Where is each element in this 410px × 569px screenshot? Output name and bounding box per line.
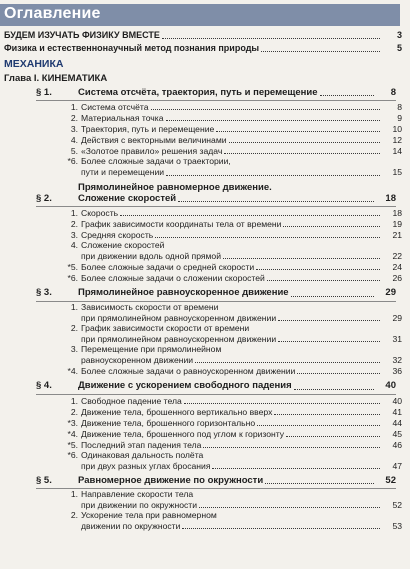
entry-label: Прямолинейное равноускоренное движение	[78, 287, 289, 299]
dot-leader	[294, 381, 374, 390]
item-number: *6.	[67, 449, 78, 460]
entry-label: «Золотое правило» решения задач	[81, 146, 223, 157]
dot-leader	[224, 145, 380, 154]
part-title: МЕХАНИКА	[4, 58, 64, 70]
entry-label: Средняя скорость	[81, 230, 154, 241]
toc-row	[66, 428, 402, 439]
entry-label: Физика и естественнонаучный метод познания природы	[4, 43, 260, 54]
toc-row	[66, 167, 402, 178]
dot-leader	[182, 520, 380, 529]
dot-leader	[199, 499, 380, 508]
entry-label: БУДЕМ ИЗУЧАТЬ ФИЗИКУ ВМЕСТЕ	[4, 30, 160, 41]
toc-row-continued	[66, 240, 402, 250]
toc-row-continued	[66, 323, 402, 333]
entry-label: Материальная точка	[81, 113, 164, 124]
dot-leader	[257, 417, 380, 426]
page-number: 40	[392, 395, 402, 406]
toc-row	[78, 287, 396, 298]
page-number: 36	[392, 366, 402, 377]
dot-leader	[229, 134, 380, 143]
entry-label: Движение с ускорением свободного падения	[78, 380, 292, 392]
toc-row-continued	[78, 182, 396, 193]
item-number: 1.	[70, 489, 78, 500]
entry-label: Сложение скоростей	[78, 192, 177, 204]
toc-row	[66, 333, 402, 344]
section-title	[78, 87, 396, 98]
section-title	[78, 380, 396, 391]
item-number: *6.	[67, 273, 78, 284]
page-number: 45	[392, 428, 402, 439]
item-number: 1.	[70, 102, 78, 113]
page-number: 12	[392, 135, 402, 146]
page-number: 31	[392, 333, 402, 344]
toc-row-continued	[66, 302, 402, 312]
item-number: 1.	[70, 208, 78, 219]
entry-label: Прямолинейное равномерное движение.	[78, 181, 272, 193]
section-heading	[36, 287, 396, 298]
entry-label: Движение тела, брошенного под углом к горизонту	[81, 428, 285, 439]
page-number: 18	[392, 208, 402, 219]
toc-row	[78, 87, 396, 98]
page-number: 15	[392, 167, 402, 178]
section-number: § 4.	[36, 380, 52, 392]
item-number: *4.	[67, 366, 78, 377]
entry-label: Последний этап падения тела	[81, 439, 202, 450]
section-title	[78, 475, 396, 486]
page-number: 22	[392, 251, 402, 262]
dot-leader	[155, 229, 380, 238]
top-entries	[4, 30, 402, 54]
section-number: § 2.	[36, 192, 52, 204]
section-gap	[4, 531, 402, 534]
page-number: 18	[385, 192, 396, 204]
entry-label: при движении по окружности	[81, 500, 198, 511]
dot-leader	[278, 333, 380, 342]
page-number: 8	[390, 86, 396, 98]
chapter-label: Глава I. КИНЕМАТИКА	[4, 72, 108, 84]
item-number: 3.	[70, 124, 78, 135]
item-number: 1.	[70, 395, 78, 406]
page-number: 19	[392, 219, 402, 230]
toc-row	[4, 30, 402, 41]
dot-leader	[261, 43, 380, 52]
toc-row-continued	[66, 450, 402, 460]
page-number: 14	[392, 146, 402, 157]
entry-label: Ускорение тела при равномерном	[81, 510, 217, 521]
dot-leader	[291, 288, 374, 297]
entry-label: График зависимости координаты тела от времени	[81, 219, 282, 230]
dot-leader	[320, 87, 374, 96]
dot-leader	[151, 101, 380, 110]
section-title	[78, 287, 396, 298]
toc-row	[66, 365, 402, 376]
section-entry	[36, 181, 396, 208]
dot-leader	[286, 428, 380, 437]
page-number: 21	[392, 230, 402, 241]
toc-row	[66, 354, 402, 365]
dot-leader	[203, 439, 380, 448]
item-number: 3.	[70, 344, 78, 355]
section-entry	[36, 86, 396, 101]
dot-leader	[267, 272, 380, 281]
entry-label: Одинаковая дальность полёта	[81, 449, 204, 460]
toc-row	[66, 417, 402, 428]
toc-row-continued	[66, 489, 402, 499]
page-number: 26	[392, 273, 402, 284]
entry-label: Скорость	[81, 208, 119, 219]
entry-label: при движении вдоль одной прямой	[81, 251, 222, 262]
dot-leader	[278, 312, 380, 321]
toc-row	[66, 250, 402, 261]
toc-row	[66, 145, 402, 156]
dot-leader	[274, 406, 380, 415]
dot-leader	[184, 395, 380, 404]
dot-leader	[162, 30, 380, 39]
entry-label: при двух разных углах бросания	[81, 460, 211, 471]
section-number: § 1.	[36, 86, 52, 98]
toc-row	[66, 218, 402, 229]
section-items	[66, 101, 402, 177]
item-number: 2.	[70, 322, 78, 333]
section-items	[66, 302, 402, 376]
item-number: 3.	[70, 230, 78, 241]
page-number: 29	[392, 312, 402, 323]
toc-row	[66, 261, 402, 272]
toc-row-continued	[66, 510, 402, 520]
entry-label: Более сложные задачи о траектории,	[81, 156, 231, 167]
dot-leader	[216, 123, 380, 132]
toc-row	[66, 406, 402, 417]
section-items	[66, 207, 402, 283]
section-items	[66, 489, 402, 531]
toc-row	[66, 439, 402, 450]
dot-leader	[166, 112, 380, 121]
toc-row-continued	[66, 156, 402, 166]
page-number: 32	[392, 355, 402, 366]
dot-leader	[265, 475, 374, 484]
entry-label: Действия с векторными величинами	[81, 135, 227, 146]
table-of-contents	[4, 30, 402, 534]
toc-row	[66, 312, 402, 323]
entry-label: при прямолинейном равноускоренном движении	[81, 312, 277, 323]
section-items	[66, 395, 402, 471]
item-number: 5.	[70, 146, 78, 157]
section-heading	[36, 87, 396, 98]
section-number: § 5.	[36, 474, 52, 486]
item-number: 4.	[70, 240, 78, 251]
toc-row	[78, 193, 396, 204]
page-number: 47	[392, 460, 402, 471]
dot-leader	[212, 460, 380, 469]
entry-label: Свободное падение тела	[81, 395, 182, 406]
section-heading	[36, 475, 396, 486]
item-number: *6.	[67, 156, 78, 167]
entry-label: Равномерное движение по окружности	[78, 474, 264, 486]
page-number: 41	[392, 406, 402, 417]
entry-label: Более сложные задачи о равноускоренном движении	[81, 366, 296, 377]
entry-label: пути и перемещении	[81, 167, 165, 178]
entry-label: равноускоренном движении	[81, 355, 194, 366]
toc-row	[66, 499, 402, 510]
section-heading	[36, 182, 396, 205]
toc-row	[66, 395, 402, 406]
entry-label: при прямолинейном равноускоренном движении	[81, 333, 277, 344]
dot-leader	[178, 193, 374, 202]
item-number: *5.	[67, 439, 78, 450]
page-number: 52	[392, 500, 402, 511]
entry-label: Перемещение при прямолинейном	[81, 344, 222, 355]
page-number: 24	[392, 262, 402, 273]
entry-label: Более сложные задачи о сложении скоростей	[81, 273, 265, 284]
item-number: 2.	[70, 406, 78, 417]
toc-row	[66, 101, 402, 112]
page-title: Оглавление	[4, 5, 101, 22]
entry-label: Система отсчёта	[81, 102, 149, 113]
entry-label: Сложение скоростей	[81, 240, 165, 251]
item-number: 1.	[70, 301, 78, 312]
entry-label: Система отсчёта, траектория, путь и перемещение	[78, 86, 318, 98]
toc-row	[66, 460, 402, 471]
page-number: 3	[396, 30, 402, 41]
toc-row	[66, 229, 402, 240]
page-number: 8	[397, 102, 402, 113]
entry-label: График зависимости скорости от времени	[81, 322, 250, 333]
section-entry	[36, 286, 396, 301]
toc-row-continued	[66, 344, 402, 354]
page-number: 44	[392, 417, 402, 428]
dot-leader	[297, 365, 380, 374]
section-heading	[36, 380, 396, 391]
section-entry	[36, 379, 396, 394]
sections-list	[4, 86, 402, 534]
entry-label: Более сложные задачи о средней скорости	[81, 262, 255, 273]
item-number: *3.	[67, 417, 78, 428]
entry-label: Направление скорости тела	[81, 489, 194, 500]
page-number: 29	[385, 287, 396, 299]
header-band	[0, 4, 400, 26]
section-entry	[36, 474, 396, 489]
entry-label: Зависимость скорости от времени	[81, 301, 219, 312]
section-number: § 3.	[36, 287, 52, 299]
entry-label: движении по окружности	[81, 521, 181, 532]
item-number: 4.	[70, 135, 78, 146]
dot-leader	[166, 167, 380, 176]
toc-row	[66, 112, 402, 123]
dot-leader	[195, 354, 380, 363]
toc-row	[66, 520, 402, 531]
item-number: 2.	[70, 219, 78, 230]
page-number: 46	[392, 439, 402, 450]
dot-leader	[120, 207, 380, 216]
toc-row	[66, 272, 402, 283]
section-title	[78, 182, 396, 205]
dot-leader	[256, 261, 380, 270]
page-number: 52	[385, 474, 396, 486]
toc-row	[4, 43, 402, 54]
entry-label: Движение тела, брошенного вертикально вверх	[81, 406, 273, 417]
dot-leader	[223, 250, 380, 259]
item-number: *4.	[67, 428, 78, 439]
page-number: 10	[392, 124, 402, 135]
entry-label: Движение тела, брошенного горизонтально	[81, 417, 256, 428]
chapter-heading	[4, 73, 402, 84]
page-number: 40	[385, 380, 396, 392]
page-number: 5	[396, 43, 402, 54]
toc-row	[78, 380, 396, 391]
toc-row	[66, 134, 402, 145]
toc-row	[66, 207, 402, 218]
item-number: *5.	[67, 262, 78, 273]
page-number: 53	[392, 521, 402, 532]
item-number: 2.	[70, 510, 78, 521]
dot-leader	[283, 218, 380, 227]
item-number: 2.	[70, 113, 78, 124]
page-number: 9	[397, 113, 402, 124]
entry-label: Траектория, путь и перемещение	[81, 124, 215, 135]
toc-row	[66, 123, 402, 134]
toc-row	[78, 475, 396, 486]
